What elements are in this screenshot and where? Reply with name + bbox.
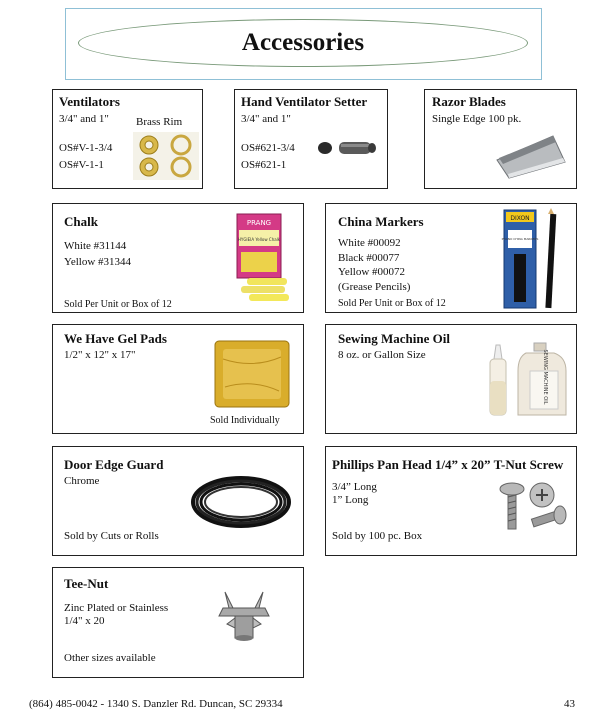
rim-label: Brass Rim <box>136 116 183 128</box>
card-title: Razor Blades <box>432 94 506 109</box>
part-number: OS#621-3/4 <box>241 142 295 154</box>
chalk-box-image <box>233 212 297 308</box>
marker-box-brand: DIXON <box>510 215 530 222</box>
card-title: We Have Gel Pads <box>64 331 167 346</box>
chalk-box-brand: PRANG <box>246 219 272 227</box>
color-item: Yellow #00072 <box>338 266 406 278</box>
card-title: Sewing Machine Oil <box>338 331 450 346</box>
length-item: 3/4” Long <box>332 481 377 493</box>
color-item: White #00092 <box>338 237 401 249</box>
part-number: OS#V-1-3/4 <box>59 142 113 154</box>
length-item: 1” Long <box>332 494 369 506</box>
desc-text: Chrome <box>64 475 100 487</box>
card-china-markers <box>325 203 577 313</box>
tee-nut-image <box>217 588 271 644</box>
jug-label: SEWING MACHINE OIL <box>542 349 548 405</box>
desc-text: 1/4" x 20 <box>64 615 105 627</box>
color-item: Yellow #31344 <box>64 256 132 268</box>
card-phillips-screw <box>325 446 577 556</box>
sold-note: Sold by 100 pc. Box <box>332 530 423 542</box>
card-chalk <box>52 203 304 313</box>
color-item: Black #00077 <box>338 252 400 264</box>
card-ventilators <box>52 89 203 189</box>
screw-image <box>496 481 568 537</box>
sold-note: Other sizes available <box>64 652 156 664</box>
sold-note: Sold Individually <box>210 415 280 426</box>
card-title: Hand Ventilator Setter <box>241 94 368 109</box>
page-number: 43 <box>564 698 575 710</box>
card-door-edge-guard <box>52 446 304 556</box>
sold-note: Sold Per Unit or Box of 12 <box>338 298 446 309</box>
part-number: OS#621-1 <box>241 159 287 171</box>
footer-contact: (864) 485-0042 - 1340 S. Danzler Rd. Duncan, SC 29334 <box>29 698 283 710</box>
part-number: OS#V-1-1 <box>59 159 104 171</box>
desc-text: Single Edge 100 pk. <box>432 113 522 125</box>
edge-guard-coil-image <box>189 471 293 533</box>
oil-bottles-image <box>486 341 572 419</box>
page-title: Accessories <box>241 29 365 56</box>
razor-blade-image <box>493 130 569 180</box>
card-razor-blades <box>424 89 577 189</box>
sizes-text: 3/4" and 1" <box>241 113 291 125</box>
sold-note: Sold by Cuts or Rolls <box>64 530 159 542</box>
card-tee-nut <box>52 567 304 678</box>
brass-ring-image <box>133 132 199 180</box>
card-title: Ventilators <box>59 94 120 109</box>
chalk-box-label: HYGIEIA Yellow Chalk <box>237 237 281 242</box>
sold-note: Sold Per Unit or Box of 12 <box>64 299 172 310</box>
card-title: Chalk <box>64 214 98 229</box>
desc-text: Zinc Plated or Stainless <box>64 602 169 614</box>
sizes-text: 3/4" and 1" <box>59 113 109 125</box>
desc-text: 8 oz. or Gallon Size <box>338 349 426 361</box>
size-text: 1/2" x 12" x 17" <box>64 349 136 361</box>
card-title: Door Edge Guard <box>64 457 164 472</box>
gel-pad-image <box>213 339 293 411</box>
marker-box-label: PHANO CHINA MARKERS <box>501 237 539 241</box>
card-sewing-machine-oil <box>325 324 577 434</box>
card-hand-ventilator-setter <box>234 89 388 189</box>
setter-tool-image <box>317 138 379 158</box>
card-title: Tee-Nut <box>64 576 109 591</box>
grease-note: (Grease Pencils) <box>338 281 411 293</box>
card-gel-pads <box>52 324 304 434</box>
card-title: Phillips Pan Head 1/4” x 20” T-Nut Screw <box>332 457 564 472</box>
china-marker-box-image <box>502 208 572 310</box>
color-item: White #31144 <box>64 240 127 252</box>
card-title: China Markers <box>338 214 424 229</box>
